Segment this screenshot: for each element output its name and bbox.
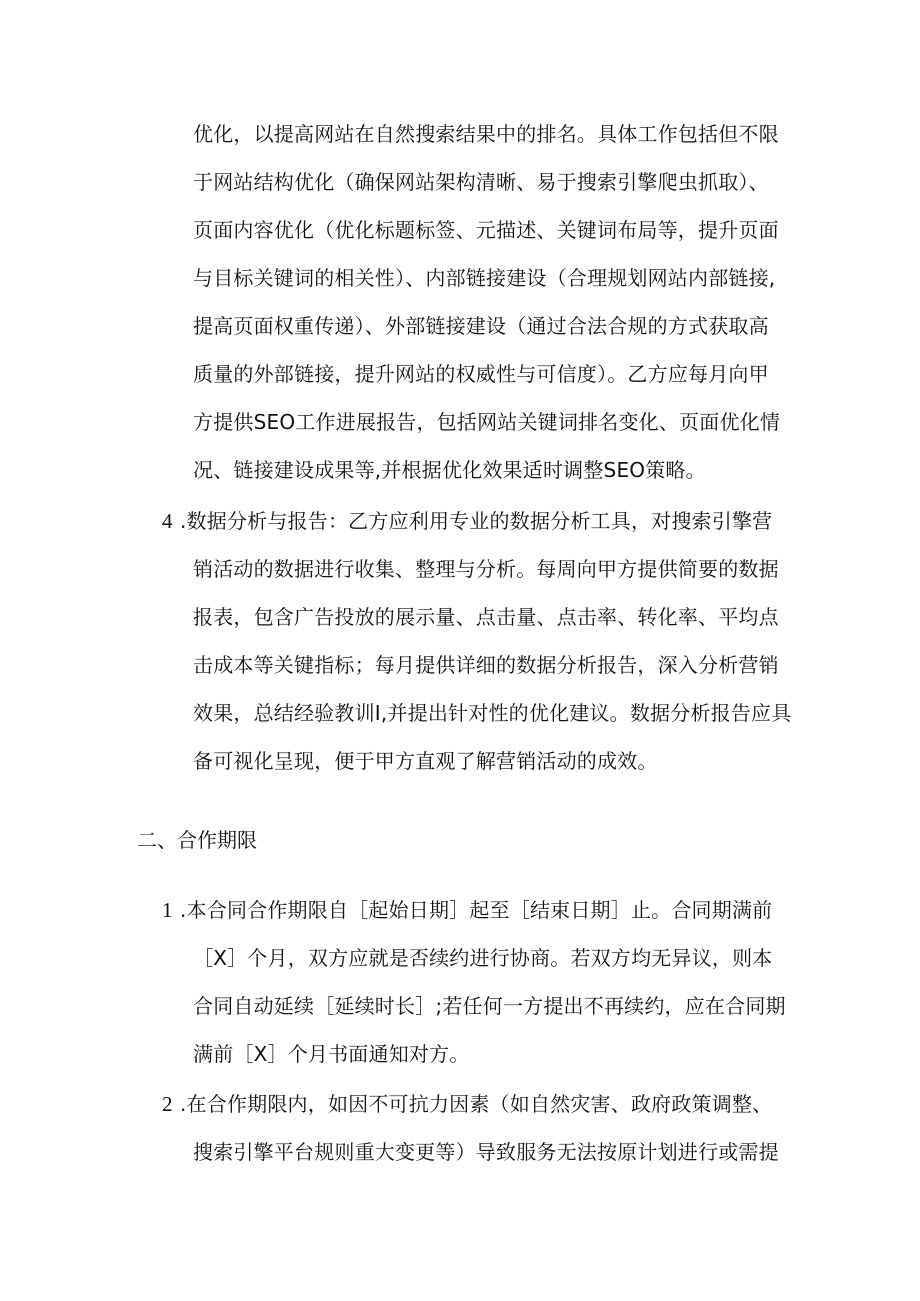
item-number: 4	[162, 509, 173, 533]
text-line: 效果，总结经验教训I,并提出针对性的优化建议。数据分析报告应具	[193, 701, 792, 725]
text-line: 搜索引擎平台规则重大变更等）导致服务无法按原计划进行或需提	[193, 1140, 779, 1164]
text-line: 报表，包含广告投放的展示量、点击量、点击率、转化率、平均点	[193, 605, 779, 629]
text-line: 备可视化呈现，便于甲方直观了解营销活动的成效。	[193, 749, 658, 773]
text-line: 销活动的数据进行收集、整理与分析。每周向甲方提供简要的数据	[193, 557, 779, 581]
text-line: 优化，以提高网站在自然搜索结果中的排名。具体工作包括但不限	[193, 122, 779, 146]
text-line: .数据分析与报告：乙方应利用专业的数据分析工具，对搜索引擎营	[180, 509, 773, 533]
text-line: 于网站结构优化（确保网站架构清晰、易于搜索引擎爬虫抓取）、	[193, 170, 769, 194]
text-line: 满前［X］个月书面通知对方。	[193, 1042, 470, 1066]
text-line: .在合作期限内，如因不可抗力因素（如自然灾害、政府政策调整、	[180, 1092, 773, 1116]
section-heading: 二、合作期限	[137, 828, 257, 852]
text-line: 击成本等关键指标；每月提供详细的数据分析报告，深入分析营销	[193, 653, 779, 677]
item-number: 2	[162, 1092, 173, 1116]
text-line: 与目标关键词的相关性）、内部链接建设（合理规划网站内部链接,	[193, 266, 776, 290]
text-line: .本合同合作期限自［起始日期］起至［结束日期］止。合同期满前	[180, 898, 773, 922]
text-line: 方提供SEO工作进展报告，包括网站关键词排名变化、页面优化情	[193, 410, 781, 434]
text-line: 况、链接建设成果等,并根据优化效果适时调整SEO策略。	[193, 458, 706, 482]
text-line: ［X］个月，双方应就是否续约进行协商。若双方均无异议，则本	[193, 946, 773, 970]
text-line: 提高页面权重传递）、外部链接建设（通过合法合规的方式获取高	[193, 314, 769, 338]
item-number: 1	[162, 898, 173, 922]
text-line: 页面内容优化（优化标题标签、元描述、关键词布局等，提升页面	[193, 218, 779, 242]
text-line: 合同自动延续［延续时长］;若任何一方提出不再续约，应在合同期	[193, 994, 786, 1018]
text-line: 质量的外部链接，提升网站的权威性与可信度）。乙方应每月向甲	[193, 362, 769, 386]
